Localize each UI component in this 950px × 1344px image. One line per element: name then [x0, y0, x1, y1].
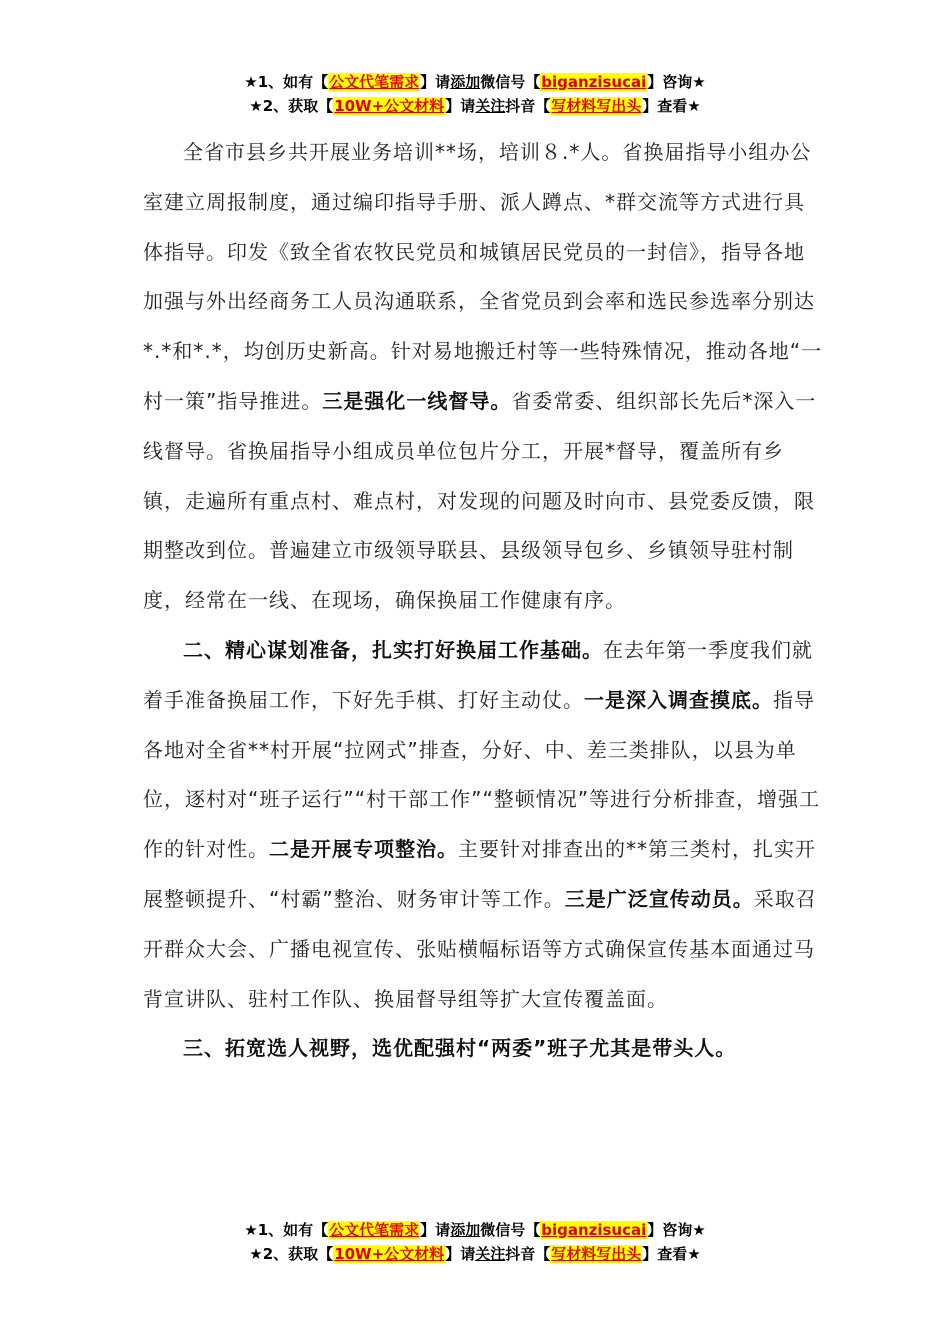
- header-banner: [0, 70, 950, 118]
- paragraph-text: 采取召开群众大会、广播电视宣传、张贴横幅标语等方式确保宣传基本面通过马背宣讲队、驻村工作队、换届督导组等扩大宣传覆盖面。: [143, 886, 817, 1011]
- paragraph-2: [143, 626, 823, 1024]
- paragraph-3: [143, 1024, 823, 1074]
- banner-text: 抖音【: [505, 97, 551, 115]
- banner-highlight: 公文代笔需求: [329, 73, 420, 91]
- banner-text: 微信号【: [480, 73, 541, 91]
- bold-heading: 二是开展专项整治。: [269, 837, 458, 862]
- footer-banner: [0, 1218, 950, 1266]
- banner-highlight: biganzisucai: [541, 1221, 647, 1239]
- banner-text: 】咨询★: [647, 73, 706, 91]
- document-body: [143, 128, 823, 1074]
- banner-highlight: 写材料写出头: [551, 97, 642, 115]
- section-heading: 三、拓宽选人视野，选优配强村“两委”班子尤其是带头人。: [183, 1036, 737, 1061]
- banner-text: 微信号【: [480, 1221, 541, 1239]
- section-heading: 二、精心谋划准备，扎实打好换届工作基础。: [183, 637, 603, 662]
- banner-underline: 添加: [450, 1221, 481, 1239]
- banner-line-2: [0, 1242, 950, 1266]
- bold-heading: 三是广泛宣传动员。: [564, 886, 754, 911]
- banner-highlight: 10W+公文材料: [334, 97, 445, 115]
- paragraph-text: 主要针对排查出的**第三类村，扎实开展整顿提升、“村霸”整治、财务审计等工作。: [143, 837, 816, 911]
- banner-underline: 关注: [475, 97, 506, 115]
- banner-text: 抖音【: [505, 1245, 551, 1263]
- banner-line-2: [0, 94, 950, 118]
- banner-underline: 关注: [475, 1245, 506, 1263]
- banner-text: 】咨询★: [647, 1221, 706, 1239]
- bold-heading: 一是深入调查摸底。: [584, 687, 773, 712]
- banner-highlight: 写材料写出头: [551, 1245, 642, 1263]
- banner-line-1: [0, 1218, 950, 1242]
- banner-text: ★1、如有【: [244, 73, 329, 91]
- banner-underline: 添加: [450, 73, 481, 91]
- banner-text: ★2、获取【: [249, 97, 334, 115]
- banner-text: ★1、如有【: [244, 1221, 329, 1239]
- paragraph-text: 指导各地对全省**村开展“拉网式”排查，分好、中、差三类排队，以县为单位，逐村对“班子运行”“村干部工作”“整顿情况”等进行分析排查，增强工作的针对性。: [143, 687, 821, 862]
- banner-text: ★2、获取【: [249, 1245, 334, 1263]
- banner-highlight: 公文代笔需求: [329, 1221, 420, 1239]
- banner-text: 】查看★: [642, 1245, 701, 1263]
- paragraph-text: 在去年第一季度我们就着手准备换届工作，下好先手棋、打好主动仗。: [143, 637, 813, 712]
- paragraph-text: 省委常委、组织部长先后*深入一线督导。省换届指导小组成员单位包片分工，开展*督导，覆盖所有乡镇，走遍所有重点村、难点村，对发现的问题及时向市、县党委反馈，限期整改到位。普遍建立市级领导联县、县级领导包乡、乡镇领导驻村制度，经常在一线、在现场，确保换届工作健康有序。: [143, 388, 817, 613]
- banner-text: 】请: [445, 1245, 476, 1263]
- bold-heading: 三是强化一线督导。: [322, 388, 512, 413]
- paragraph-text: 全省市县乡共开展业务培训**场，培训８.*人。省换届指导小组办公室建立周报制度，通过编印指导手册、派人蹲点、*群交流等方式进行具体指导。印发《致全省农牧民党员和城镇居民党员的一封信》，指导各地加强与外出经商务工人员沟通联系，全省党员到会率和选民参选率分别达*.*和*.*，均创历史新高。针对易地搬迁村等一些特殊情况，推动各地“一村一策”指导推进。: [143, 140, 823, 413]
- banner-highlight: 10W+公文材料: [334, 1245, 445, 1263]
- banner-text: 】请: [420, 73, 451, 91]
- banner-text: 】查看★: [642, 97, 701, 115]
- banner-text: 】请: [445, 97, 476, 115]
- banner-line-1: [0, 70, 950, 94]
- banner-highlight: biganzisucai: [541, 73, 647, 91]
- banner-text: 】请: [420, 1221, 451, 1239]
- paragraph-1: [143, 128, 823, 626]
